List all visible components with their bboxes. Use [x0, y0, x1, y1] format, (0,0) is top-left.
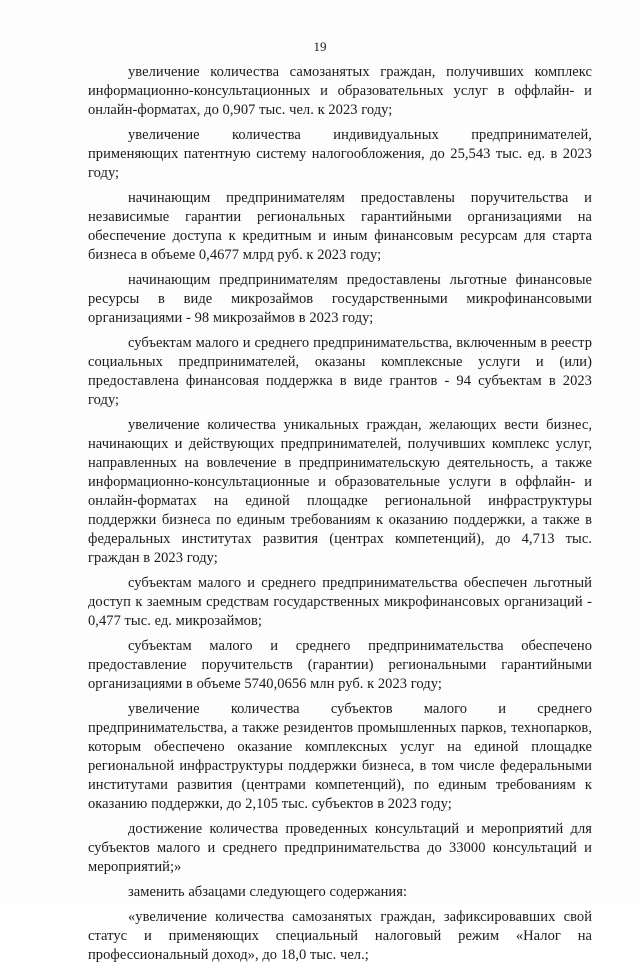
paragraph: «увеличение количества самозанятых граждан, зафиксировавших свой статус и применяющих специальный налоговый режим «Налог на профессиональный доход», до 18,0 тыс. чел.;: [88, 909, 592, 963]
paragraph: начинающим предпринимателям предоставлены льготные финансовые ресурсы в виде микрозаймов государственными микрофинансовыми организациями - 98 микрозаймов в 2023 году;: [88, 272, 592, 326]
paragraph: достижение количества проведенных консультаций и мероприятий для субъектов малого и среднего предпринимательства до 33000 консультаций и мероприятий;»: [88, 821, 592, 875]
paragraph: увеличение количества уникальных граждан, желающих вести бизнес, начинающих и действующих предпринимателей, получивших комплекс услуг, направленных на вовлечение в предпринимательскую деятельность, а также информационно-консультационные и образовательные услуги в оффлайн- и онлайн-форматах на единой площадке региональной инфраструктуры поддержки бизнеса по единым требованиям к оказанию поддержки, а также в федеральных институтах развития (центрах компетенций), до 4,713 тыс. граждан в 2023 году;: [88, 417, 592, 566]
document-body: [88, 63, 592, 971]
paragraph: субъектам малого и среднего предпринимательства, включенным в реестр социальных предпринимателей, оказаны комплексные услуги и (или) предоставлена финансовая поддержка в виде грантов - 94 субъектам в 2023 году;: [88, 335, 592, 408]
page-number: 19: [313, 39, 327, 54]
paragraph: субъектам малого и среднего предпринимательства обеспечен льготный доступ к заемным средствам государственных микрофинансовых организаций - 0,477 тыс. ед. микрозаймов;: [88, 575, 592, 629]
paragraph: начинающим предпринимателям предоставлены поручительства и независимые гарантии региональных гарантийными организациями на обеспечение доступа к кредитным и иным финансовым ресурсам для старта бизнеса в объеме 0,4677 млрд руб. к 2023 году;: [88, 190, 592, 263]
paragraph: увеличение количества индивидуальных предпринимателей, применяющих патентную систему налогообложения, до 25,543 тыс. ед. в 2023 году;: [88, 127, 592, 181]
paragraph: субъектам малого и среднего предпринимательства обеспечено предоставление поручительств (гарантии) региональными гарантийными организациями в объеме 5740,0656 млн руб. к 2023 году;: [88, 638, 592, 692]
paragraph: увеличение количества самозанятых граждан, получивших комплекс информационно-консультационных и образовательных услуг в оффлайн- и онлайн-форматах, до 0,907 тыс. чел. к 2023 году;: [88, 64, 592, 118]
paragraph: увеличение количества субъектов малого и среднего предпринимательства, а также резидентов промышленных парков, технопарков, которым обеспечено оказание комплексных услуг на единой площадке региональной инфраструктуры поддержки бизнеса, в том числе федеральными институтами развития (центрами компетенций), по единым требованиям к оказанию поддержки, до 2,105 тыс. субъектов в 2023 году;: [88, 701, 592, 812]
paragraph: заменить абзацами следующего содержания:: [128, 884, 408, 900]
